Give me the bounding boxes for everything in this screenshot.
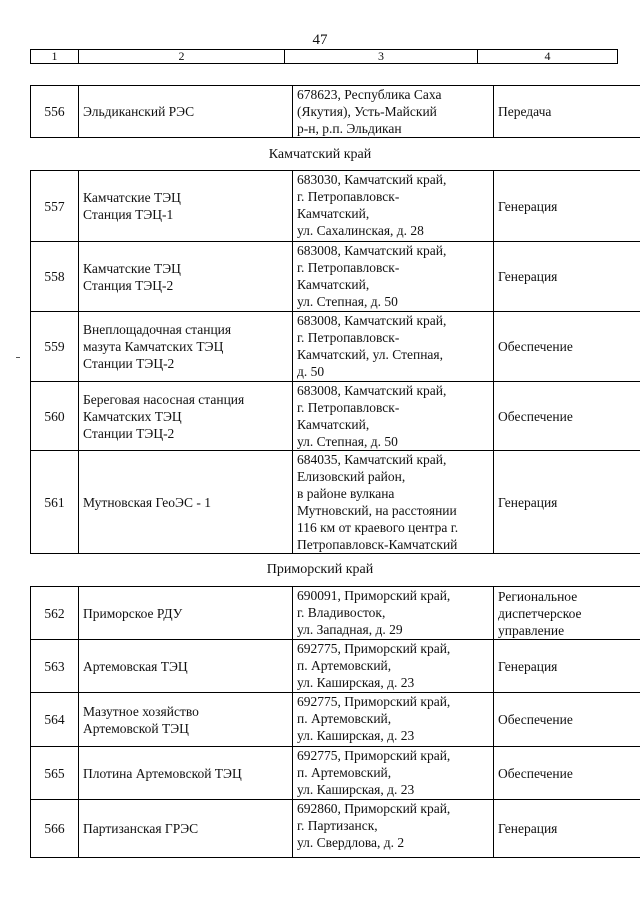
cell-text-line: Станция ТЭЦ-1 (83, 207, 174, 222)
cell-text-line: 683008, Камчатский край, (297, 383, 447, 398)
row-number: 558 (31, 242, 79, 312)
cell-text-line: ул. Каширская, д. 23 (297, 675, 415, 690)
facility-name (79, 382, 293, 451)
cell-text-line: Петропавловск-Камчатский (297, 537, 458, 552)
table-section-primorye (30, 586, 640, 858)
table-row (31, 587, 640, 640)
facility-address (293, 171, 494, 242)
facility-address (293, 640, 494, 693)
cell-text-line: Мутновская ГеоЭС - 1 (83, 494, 211, 510)
table-row (31, 171, 640, 242)
region-heading-primorye: Приморский край (266, 562, 374, 577)
cell-text-line: г. Партизанск, (297, 818, 378, 833)
cell-text-line: Станции ТЭЦ-2 (83, 425, 175, 441)
facility-name (79, 747, 293, 800)
facility-address (293, 693, 494, 747)
facility-name (79, 312, 293, 382)
row-number: 557 (31, 171, 79, 242)
facility-type (494, 382, 640, 451)
table-row (31, 640, 640, 693)
column-number-3: 3 (285, 50, 478, 64)
cell-text-line: мазута Камчатских ТЭЦ (83, 339, 224, 354)
row-number: 559 (31, 312, 79, 382)
cell-text-line: 683030, Камчатский край, (297, 172, 447, 187)
cell-text-line: 116 км от краевого центра г. (297, 520, 459, 535)
facility-type (494, 312, 640, 382)
cell-text-line: Обеспечение (498, 408, 573, 424)
column-number-4: 4 (478, 50, 618, 64)
row-number: 561 (31, 451, 79, 554)
cell-text-line: ул. Свердлова, д. 2 (297, 835, 405, 850)
cell-text-line: Эльдиканский РЭС (83, 104, 195, 119)
cell-text-line: Мутновский, на расстоянии (297, 503, 457, 518)
cell-text-line: Станции ТЭЦ-2 (83, 356, 175, 371)
row-number: 562 (31, 587, 79, 640)
row-number: 566 (31, 800, 79, 858)
facility-address (293, 382, 494, 451)
cell-text-line: Региональное (498, 588, 578, 604)
cell-text-line: п. Артемовский, (297, 711, 392, 726)
cell-text-line: Камчатские ТЭЦ (83, 260, 181, 276)
row-number: 564 (31, 693, 79, 747)
cell-text-line: Станция ТЭЦ-2 (83, 277, 174, 293)
facility-address (293, 747, 494, 800)
cell-text-line: 692775, Приморский край, (297, 748, 451, 763)
cell-text-line: ул. Степная, д. 50 (297, 294, 398, 309)
cell-text-line: диспетчерское (498, 605, 582, 621)
facility-name (79, 242, 293, 312)
cell-text-line: Камчатские ТЭЦ (83, 190, 181, 205)
facility-name (79, 451, 293, 554)
cell-text-line: Елизовский район, (297, 469, 406, 484)
cell-text-line: ул. Каширская, д. 23 (297, 782, 415, 797)
table-row (31, 242, 640, 312)
table-row (31, 693, 640, 747)
row-number: 563 (31, 640, 79, 693)
facility-address (293, 86, 494, 138)
cell-text-line: г. Петропавловск- (297, 189, 400, 204)
cell-text-line: Артемовская ТЭЦ (83, 658, 188, 674)
cell-text-line: Партизанская ГРЭС (83, 821, 199, 836)
cell-text-line: в районе вулкана (297, 486, 395, 501)
facility-type (494, 86, 640, 138)
cell-text-line: Приморское РДУ (83, 605, 183, 621)
cell-text-line: Камчатский, (297, 206, 370, 221)
cell-text-line: п. Артемовский, (297, 658, 392, 673)
facility-name (79, 800, 293, 858)
cell-text-line: (Якутия), Усть-Майский (297, 104, 437, 119)
cell-text-line: 692775, Приморский край, (297, 641, 451, 656)
cell-text-line: Плотина Артемовской ТЭЦ (83, 765, 242, 781)
facility-name (79, 171, 293, 242)
cell-text-line: г. Петропавловск- (297, 330, 400, 345)
column-number-2: 2 (79, 50, 285, 64)
cell-text-line: 678623, Республика Саха (297, 87, 442, 102)
cell-text-line: 684035, Камчатский край, (297, 452, 447, 467)
facility-type (494, 747, 640, 800)
cell-text-line: 692860, Приморский край, (297, 801, 451, 816)
facility-address (293, 451, 494, 554)
row-number: 565 (31, 747, 79, 800)
cell-text-line: ул. Степная, д. 50 (297, 434, 398, 449)
table-row (31, 86, 640, 138)
table-section-top (30, 85, 640, 138)
facility-name (79, 86, 293, 138)
facility-type (494, 171, 640, 242)
cell-text-line: г. Владивосток, (297, 605, 386, 620)
table-row (31, 800, 640, 858)
cell-text-line: управление (498, 622, 565, 638)
facility-address (293, 800, 494, 858)
facility-type (494, 693, 640, 747)
facility-type (494, 242, 640, 312)
cell-text-line: Генерация (498, 198, 558, 214)
cell-text-line: Генерация (498, 269, 558, 284)
column-number-1: 1 (31, 50, 79, 64)
cell-text-line: Передача (498, 104, 552, 119)
cell-text-line: п. Артемовский, (297, 765, 392, 780)
cell-text-line: Артемовской ТЭЦ (83, 720, 189, 736)
cell-text-line: Генерация (498, 494, 558, 510)
margin-mark (16, 357, 20, 358)
cell-text-line: Камчатский, (297, 417, 370, 432)
cell-text-line: 690091, Приморский край, (297, 588, 451, 603)
table-row (31, 312, 640, 382)
cell-text-line: 683008, Камчатский край, (297, 243, 447, 258)
facility-type (494, 640, 640, 693)
cell-text-line: Обеспечение (498, 712, 573, 727)
table-section-kamchatka (30, 170, 640, 554)
cell-text-line: р-н, р.п. Эльдикан (297, 121, 402, 136)
table-row (31, 451, 640, 554)
cell-text-line: г. Петропавловск- (297, 400, 400, 415)
cell-text-line: д. 50 (297, 364, 325, 379)
cell-text-line: Камчатских ТЭЦ (83, 408, 182, 424)
facility-type (494, 800, 640, 858)
column-header-table (30, 49, 618, 64)
facility-type (494, 451, 640, 554)
table-row (31, 382, 640, 451)
cell-text-line: Внеплощадочная станция (83, 322, 232, 337)
cell-text-line: Камчатский, (297, 277, 370, 292)
cell-text-line: 692775, Приморский край, (297, 694, 451, 709)
cell-text-line: Камчатский, ул. Степная, (297, 347, 443, 362)
cell-text-line: ул. Сахалинская, д. 28 (297, 223, 424, 238)
cell-text-line: 683008, Камчатский край, (297, 313, 447, 328)
table-row (31, 747, 640, 800)
facility-address (293, 242, 494, 312)
facility-type (494, 587, 640, 640)
cell-text-line: Генерация (498, 821, 558, 836)
cell-text-line: г. Петропавловск- (297, 260, 400, 275)
region-heading-kamchatka: Камчатский край (268, 147, 372, 162)
cell-text-line: Обеспечение (498, 765, 573, 781)
column-header-row (31, 50, 618, 64)
cell-text-line: Генерация (498, 658, 558, 674)
facility-address (293, 312, 494, 382)
cell-text-line: ул. Каширская, д. 23 (297, 728, 415, 743)
cell-text-line: Береговая насосная станция (83, 391, 245, 407)
facility-name (79, 640, 293, 693)
facility-name (79, 587, 293, 640)
facility-name (79, 693, 293, 747)
cell-text-line: Мазутное хозяйство (83, 703, 199, 719)
facility-address (293, 587, 494, 640)
cell-text-line: Обеспечение (498, 339, 573, 354)
cell-text-line: ул. Западная, д. 29 (297, 622, 403, 637)
row-number: 560 (31, 382, 79, 451)
page-number: 47 (312, 32, 328, 48)
row-number: 556 (31, 86, 79, 138)
